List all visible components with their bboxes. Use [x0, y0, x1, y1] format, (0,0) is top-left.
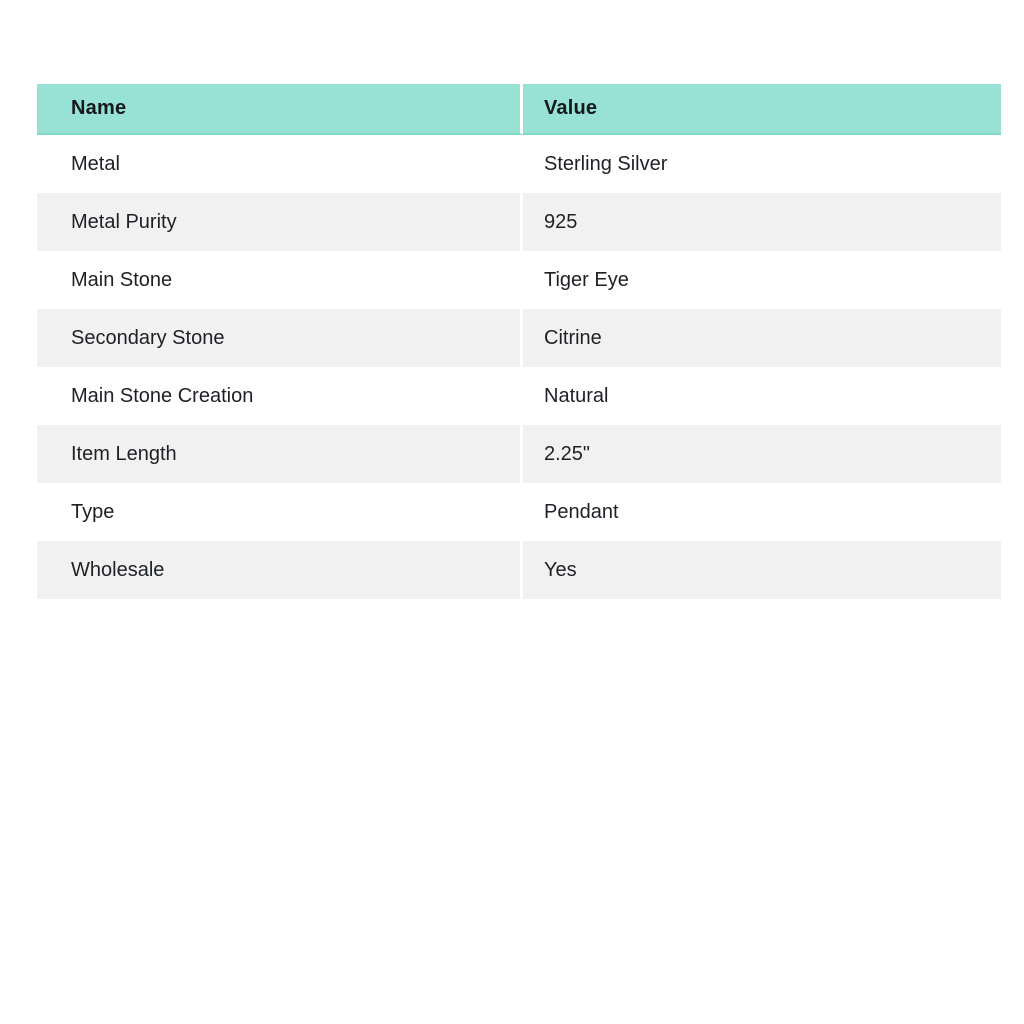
spec-value: Natural [523, 367, 1001, 425]
spec-name: Secondary Stone [37, 309, 523, 367]
spec-value: Citrine [523, 309, 1001, 367]
table-row [37, 425, 1001, 483]
spec-value: Pendant [523, 483, 1001, 541]
spec-name: Wholesale [37, 541, 523, 599]
spec-name: Item Length [37, 425, 523, 483]
column-header-value: Value [523, 84, 1001, 135]
spec-name: Metal [37, 135, 523, 193]
table-row [37, 483, 1001, 541]
spec-name: Main Stone Creation [37, 367, 523, 425]
specs-table-header [37, 84, 1001, 135]
spec-value: Sterling Silver [523, 135, 1001, 193]
table-row [37, 309, 1001, 367]
spec-value: Yes [523, 541, 1001, 599]
table-row [37, 367, 1001, 425]
spec-name: Main Stone [37, 251, 523, 309]
spec-value: 925 [523, 193, 1001, 251]
specs-table [37, 84, 1001, 599]
spec-value: 2.25" [523, 425, 1001, 483]
header-row [37, 84, 1001, 135]
table-row [37, 193, 1001, 251]
table-row [37, 251, 1001, 309]
spec-value: Tiger Eye [523, 251, 1001, 309]
spec-name: Type [37, 483, 523, 541]
table-row [37, 541, 1001, 599]
column-header-name: Name [37, 84, 523, 135]
item-specifics-table [37, 84, 1001, 599]
table-row [37, 135, 1001, 193]
specs-table-body [37, 135, 1001, 599]
spec-name: Metal Purity [37, 193, 523, 251]
